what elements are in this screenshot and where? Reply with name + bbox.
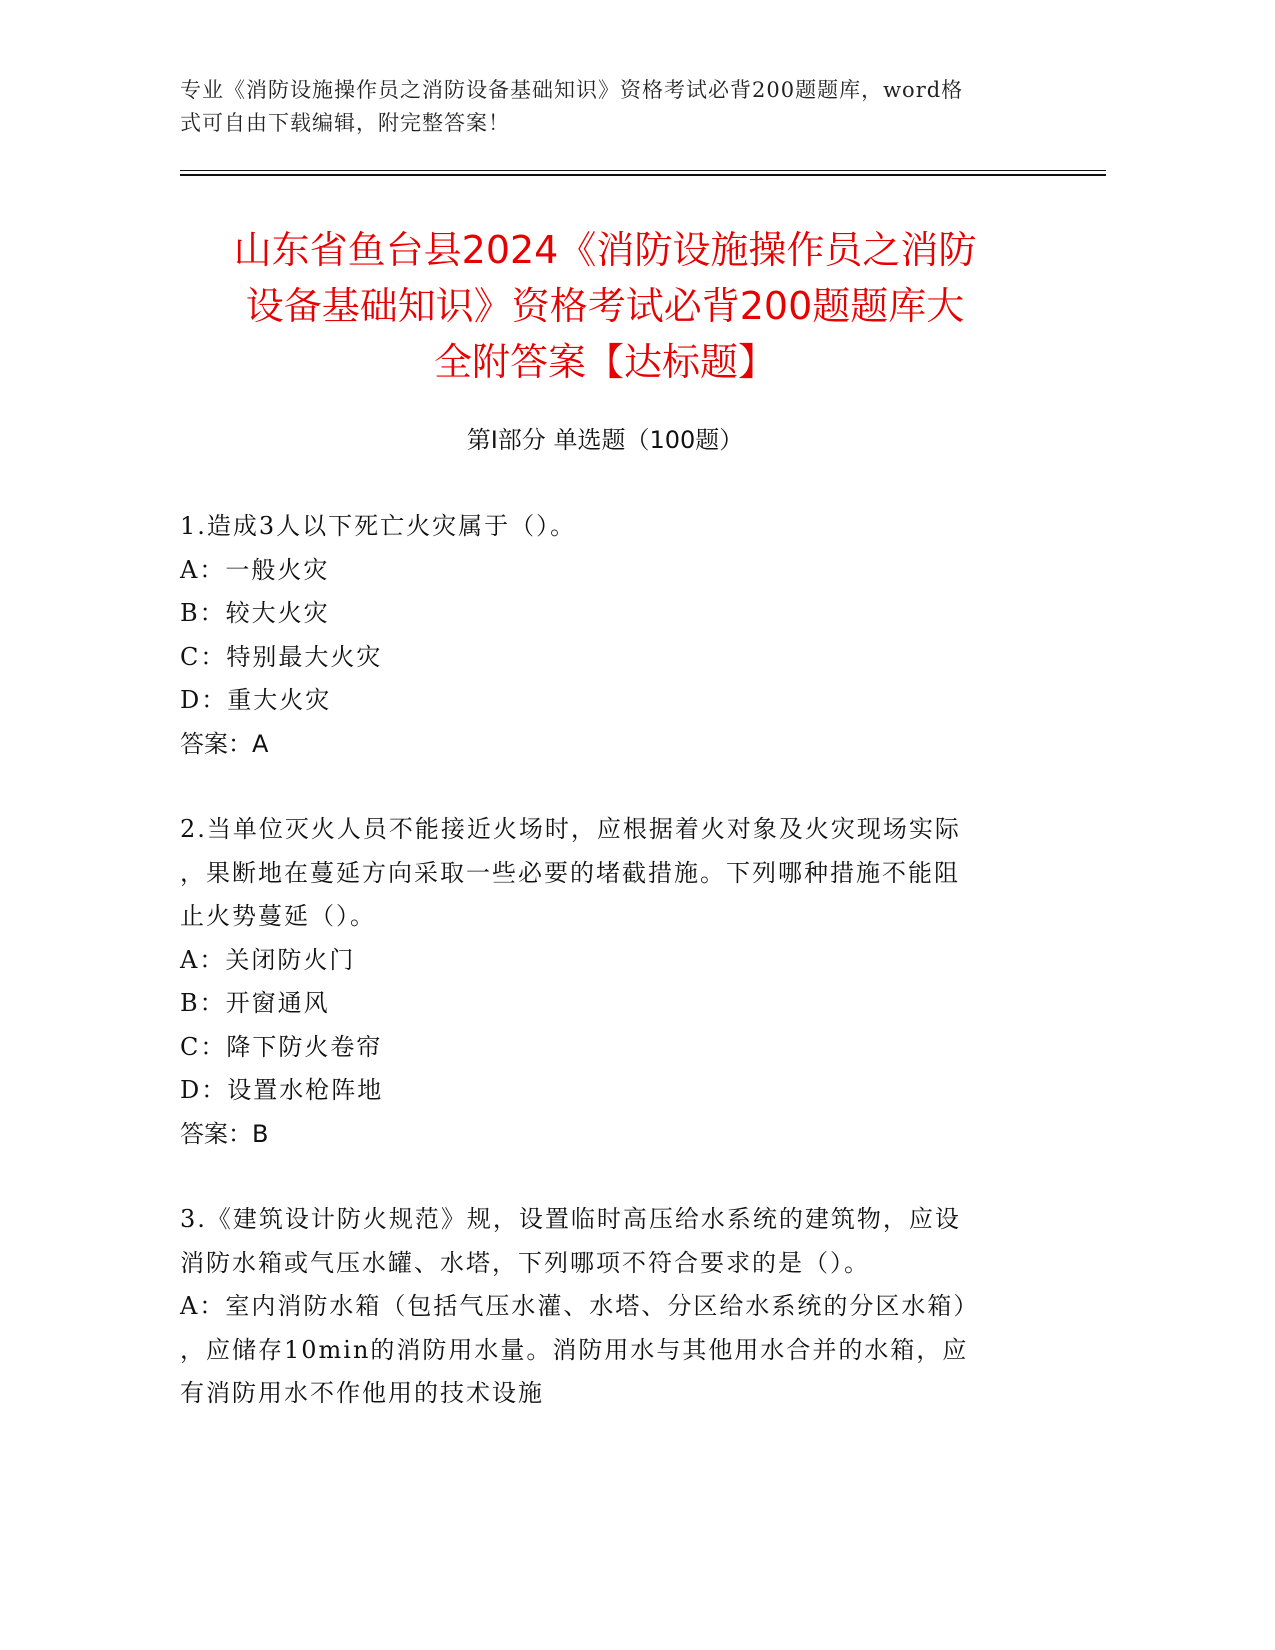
answer-label: 答案：A xyxy=(180,729,269,758)
option-b: B：较大火灾 xyxy=(180,599,330,627)
question-2 xyxy=(180,808,1030,1156)
option-d: D：重大火灾 xyxy=(180,686,332,714)
answer-label: 答案：B xyxy=(180,1119,269,1148)
question-list xyxy=(180,505,1030,1458)
option-a: A：关闭防火门 xyxy=(180,945,356,974)
question-stem: ，果断地在蔓延方向采取一些必要的堵截措施。下列哪种措施不能阻 xyxy=(180,858,960,887)
question-stem: 2.当单位灭火人员不能接近火场时，应根据着火对象及火灾现场实际 xyxy=(180,815,961,843)
question-stem: 3.《建筑设计防火规范》规，设置临时高压给水系统的建筑物，应设 xyxy=(180,1205,961,1233)
header-note-line: 专业《消防设施操作员之消防设备基础知识》资格考试必背200题题库，word格 xyxy=(180,78,964,102)
section-heading: 第Ⅰ部分 单选题（100题） xyxy=(466,426,744,454)
option-b: B：开窗通风 xyxy=(180,989,330,1017)
option-a: 有消防用水不作他用的技术设施 xyxy=(180,1379,544,1407)
title-line: 山东省鱼台县2024《消防设施操作员之消防 xyxy=(233,228,977,272)
option-a: A：一般火灾 xyxy=(180,555,330,584)
header-note xyxy=(180,74,1030,140)
question-1 xyxy=(180,505,1030,766)
divider-thick xyxy=(180,174,1106,176)
question-stem: 消防水箱或气压水罐、水塔，下列哪项不符合要求的是（）。 xyxy=(180,1248,870,1277)
document-title xyxy=(170,222,1040,390)
option-a: ，应储存10min的消防用水量。消防用水与其他用水合并的水箱，应 xyxy=(180,1335,969,1364)
divider-thin xyxy=(180,170,1106,171)
question-3 xyxy=(180,1198,1030,1416)
header-note-line: 式可自由下载编辑，附完整答案！ xyxy=(180,111,510,135)
option-c: C：降下防火卷帘 xyxy=(180,1032,383,1061)
option-d: D：设置水枪阵地 xyxy=(180,1076,384,1104)
option-c: C：特别最大火灾 xyxy=(180,642,383,671)
question-stem: 1.造成3人以下死亡火灾属于（）。 xyxy=(180,512,577,540)
question-stem: 止火势蔓延（）。 xyxy=(180,902,376,930)
option-a: A：室内消防水箱（包括气压水灌、水塔、分区给水系统的分区水箱） xyxy=(180,1292,980,1320)
title-line: 全附答案【达标题】 xyxy=(433,340,776,384)
title-line: 设备基础知识》资格考试必背200题题库大 xyxy=(245,284,965,328)
